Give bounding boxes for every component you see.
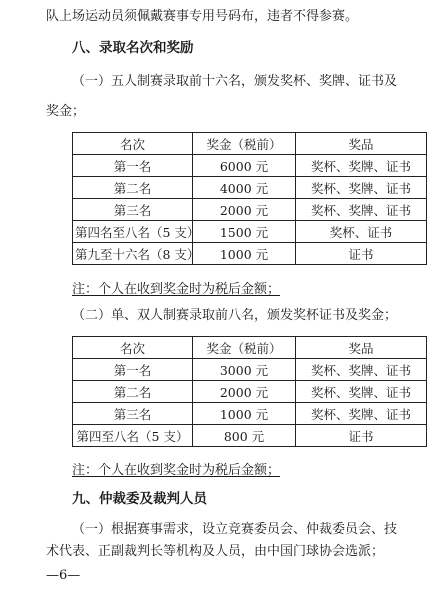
table-row — [73, 359, 427, 381]
header-rank: 名次 — [73, 337, 193, 359]
cell-award: 奖杯、奖牌、证书 — [296, 403, 427, 425]
table-header-row — [73, 133, 427, 155]
table-row — [73, 221, 427, 243]
cell-award: 奖杯、奖牌、证书 — [296, 155, 427, 177]
cell-rank: 第三名 — [73, 199, 193, 221]
header-award: 奖品 — [296, 133, 427, 155]
cell-money: 800 元 — [193, 425, 296, 447]
section9-line2: 术代表、正副裁判长等机构及人员，由中国门球协会选派； — [46, 544, 385, 559]
header-prize-money: 奖金（税前） — [193, 133, 296, 155]
prize-table-single-double — [72, 336, 427, 447]
intro-line: 队上场运动员须佩戴赛事专用号码布，违者不得参赛。 — [46, 9, 359, 24]
cell-money: 1500 元 — [193, 221, 296, 243]
section8-part1-note: 注：个人在收到奖金时为税后金额； — [72, 282, 281, 297]
prize-table-five-player — [72, 132, 427, 265]
table-row — [73, 243, 427, 265]
cell-award: 奖杯、奖牌、证书 — [296, 177, 427, 199]
cell-rank: 第二名 — [73, 177, 193, 199]
section9-title: 九、仲裁委及裁判人员 — [72, 491, 207, 507]
cell-rank: 第一名 — [73, 155, 193, 177]
section9-line1: （一）根据赛事需求，设立竞赛委员会、仲裁委员会、技 — [72, 522, 398, 537]
cell-money: 6000 元 — [193, 155, 296, 177]
table-row — [73, 425, 427, 447]
table-row — [73, 155, 427, 177]
table-row — [73, 403, 427, 425]
header-award: 奖品 — [296, 337, 427, 359]
table-header-row — [73, 337, 427, 359]
cell-money: 2000 元 — [193, 199, 296, 221]
section8-part2-note: 注：个人在收到奖金时为税后金额； — [72, 463, 281, 478]
cell-award: 奖杯、奖牌、证书 — [296, 359, 427, 381]
section8-part1-line1: （一）五人制赛录取前十六名，颁发奖杯、奖牌、证书及 — [72, 74, 398, 89]
cell-award: 奖杯、奖牌、证书 — [296, 199, 427, 221]
cell-rank: 第三名 — [73, 403, 193, 425]
cell-money: 1000 元 — [193, 403, 296, 425]
cell-money: 2000 元 — [193, 381, 296, 403]
header-rank: 名次 — [73, 133, 193, 155]
cell-rank: 第一名 — [73, 359, 193, 381]
section8-part2-line1: （二）单、双人制赛录取前八名，颁发奖杯证书及奖金； — [72, 308, 398, 323]
cell-award: 证书 — [296, 243, 427, 265]
cell-money: 3000 元 — [193, 359, 296, 381]
header-prize-money: 奖金（税前） — [193, 337, 296, 359]
cell-money: 4000 元 — [193, 177, 296, 199]
table-row — [73, 381, 427, 403]
cell-rank: 第九至十六名（8 支） — [73, 243, 193, 265]
cell-money: 1000 元 — [193, 243, 296, 265]
cell-award: 证书 — [296, 425, 427, 447]
table-row — [73, 199, 427, 221]
cell-rank: 第四至八名（5 支） — [73, 425, 193, 447]
table-row — [73, 177, 427, 199]
cell-rank: 第二名 — [73, 381, 193, 403]
cell-award: 奖杯、奖牌、证书 — [296, 381, 427, 403]
cell-award: 奖杯、证书 — [296, 221, 427, 243]
section8-part1-line2: 奖金； — [46, 104, 86, 119]
section8-title: 八、录取名次和奖励 — [72, 40, 194, 56]
cell-rank: 第四名至八名（5 支） — [73, 221, 193, 243]
page-number: —6— — [46, 568, 81, 583]
